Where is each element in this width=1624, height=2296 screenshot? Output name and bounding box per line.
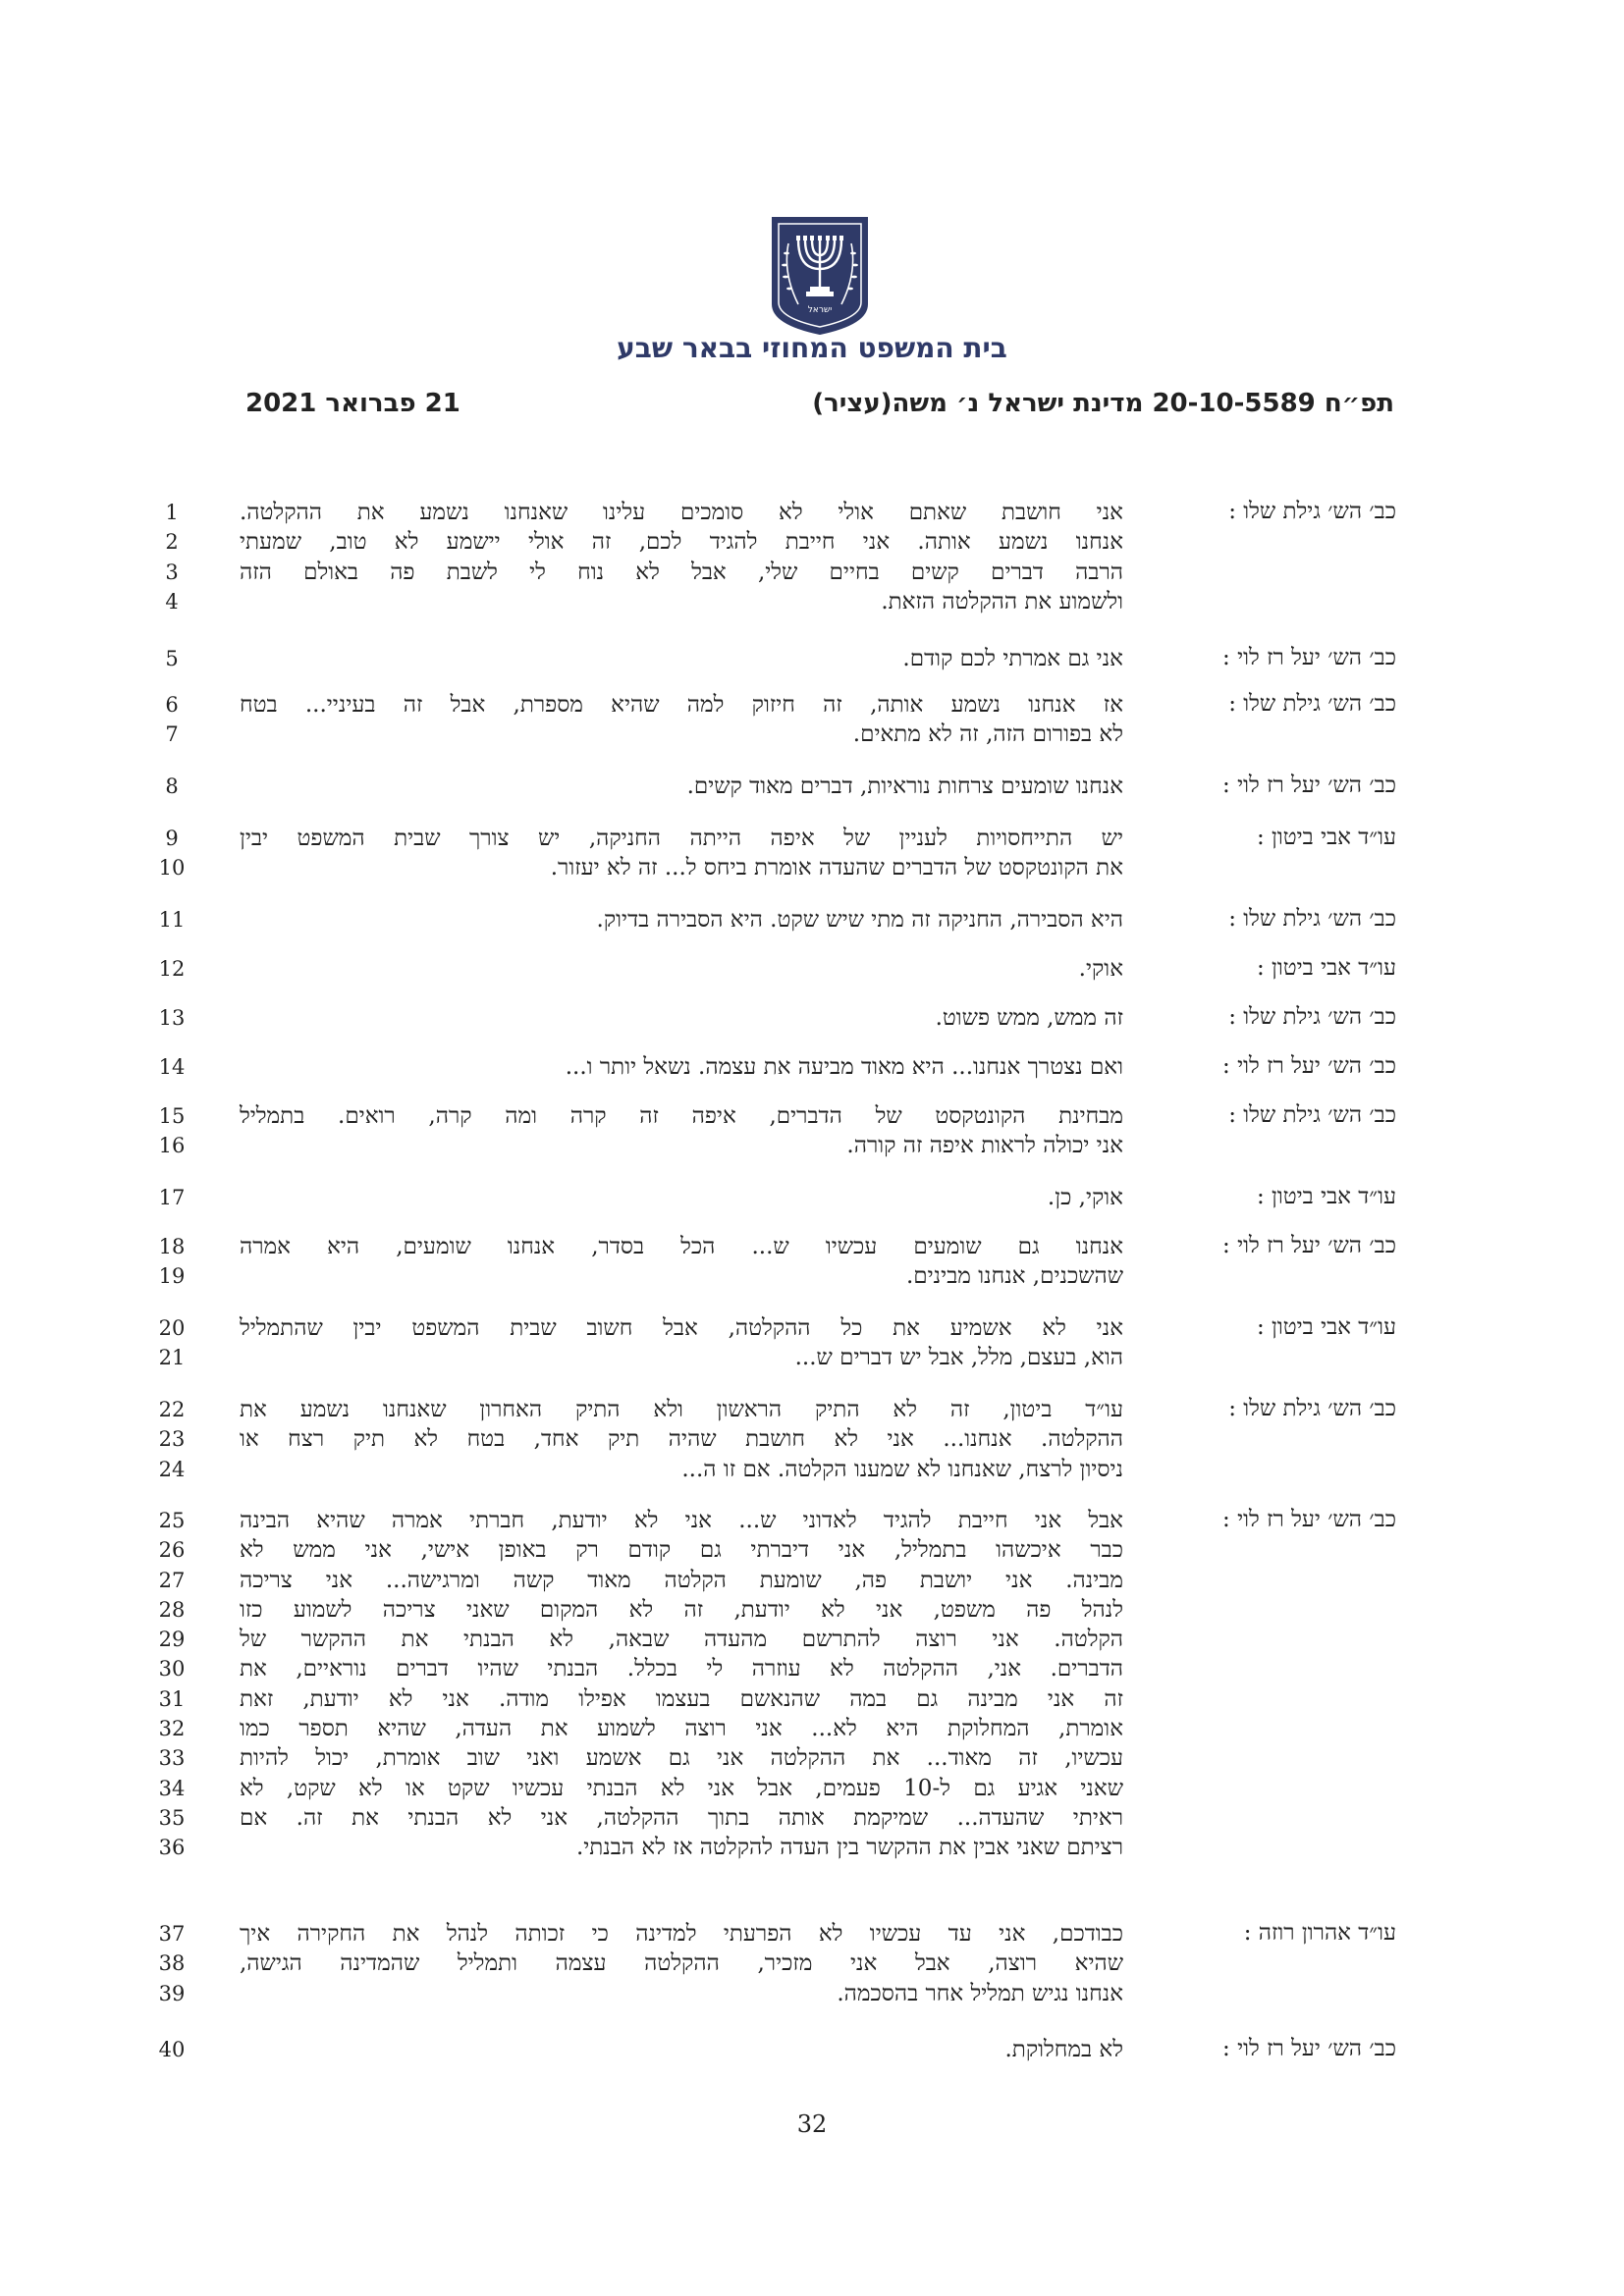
line-number: 30 [158,1657,186,1682]
speaker-name: כב׳ הש׳ יעל רז לוי : [1222,773,1396,798]
speech-text [240,1232,1123,1292]
speech-line: ולשמוע את ההקלטה הזאת. [881,588,1123,614]
speech-line: אני גם אמרתי לכם קודם. [902,646,1123,671]
speech-line: ניסיון לרצח, שאנחנו לא שמענו הקלטה. אם זו ה... [681,1456,1123,1482]
speech-line: ההקלטה. אנחנו... אני לא חושבת שהיה תיק אחד, בטח לא תיק רצח או [240,1426,1123,1453]
speech-line: אנחנו נגיש תמליל אחר בהסכמה. [837,1980,1123,2006]
line-numbers [157,1395,187,1484]
line-number: 2 [165,530,179,555]
speech-line: אני לא אשמיע את כל ההקלטה, אבל חשוב שבית המשפט יבין שהתמליל [240,1315,1123,1341]
speaker-name: עו״ד אבי ביטון : [1256,825,1396,850]
speech-line: הוא, בעצם, מלל, אבל יש דברים ש... [794,1345,1123,1371]
court-name: בית המשפט המחוזי בבאר שבע [617,332,1007,364]
line-number: 36 [158,1836,186,1860]
speech-text [240,2035,1123,2064]
line-number: 38 [158,1951,186,1976]
speech-text [240,498,1123,616]
line-number: 15 [158,1104,186,1128]
speech-line: מבינה. אני יושבת פה, שומעת הקלטה מאוד קשה ומרגישה... אני צריכה [240,1567,1123,1593]
speaker-name: כב׳ הש׳ גילת שלו : [1228,1004,1396,1030]
speaker-name: עו״ד אבי ביטון : [1256,955,1396,981]
speech-text [240,954,1123,984]
speech-text [240,1919,1123,2008]
speech-line: אנחנו שומעים צרחות נוראיות, דברים מאוד קשים. [686,774,1123,799]
speech-line: עו״ד ביטון, זה לא התיק הראשון ולא התיק האחרון שאנחנו נשמע את [240,1397,1123,1422]
line-numbers [157,772,187,801]
speaker-name: כב׳ הש׳ גילת שלו : [1228,691,1396,717]
line-number: 5 [165,647,179,670]
line-number: 12 [158,957,186,981]
line-number: 24 [158,1457,186,1481]
line-numbers [157,498,187,616]
line-number: 6 [165,693,179,717]
speech-text [240,1395,1123,1484]
line-number: 21 [158,1346,186,1370]
emblem-caption: ישראל [807,305,833,315]
speech-text [240,772,1123,801]
speech-line: היא הסבירה, החניקה זה מתי שיש שקט. היא הסבירה בדיוק. [596,907,1123,933]
line-number: 16 [158,1134,186,1158]
line-number: 9 [165,827,179,850]
speech-line: אנחנו גם שומעים עכשיו ש... הכל בסדר, אנחנו שומעים, היא אמרה [240,1234,1123,1259]
speech-line: אני חושבת שאתם אולי לא סומכים עלינו שאנחנו נשמע את ההקלטה. [240,500,1123,525]
line-numbers [157,2035,187,2064]
speech-line: שאני אגיע גם ל-10 פעמים, אבל אני לא הבנתי עכשיו שקט או לא שקט, לא [240,1775,1123,1801]
line-number: 23 [158,1427,186,1452]
line-number: 27 [158,1568,186,1592]
speech-line: שהשכנים, אנחנו מבינים. [905,1263,1123,1290]
line-number: 14 [158,1055,186,1079]
speech-text [240,824,1123,883]
speech-line: את הקונטקסט של הדברים שהעדה אומרת ביחס ל... זה לא יעזור. [550,855,1123,881]
line-number: 31 [158,1686,186,1711]
line-number: 13 [158,1006,186,1030]
line-number: 22 [158,1398,186,1421]
line-number: 18 [158,1235,186,1258]
speech-line: עכשיו, זה מאוד... את ההקלטה אני גם אשמע ואני שוב אומרת, יכול להיות [240,1745,1123,1772]
line-number: 26 [158,1538,186,1563]
speaker-name: כב׳ הש׳ יעל רז לוי : [1222,2036,1396,2061]
line-number: 10 [158,856,186,881]
speech-line: מבחינת הקונטקסט של הדברים, איפה זה קרה ומה קרה, רואים. בתמליל [240,1103,1123,1129]
speech-line: אומרת, המחלוקת היא לא... אני רוצה לשמוע את העדה, שהיא תספר כמו [240,1716,1123,1742]
speech-text [240,1052,1123,1082]
speech-line: לנהל פה משפט, אני לא יודעת, זה לא המקום שאני צריכה לשמוע כזו [240,1596,1123,1623]
speech-line: אוקי. [1078,956,1123,982]
speech-text [240,1183,1123,1212]
line-number: 7 [165,722,179,747]
line-numbers [157,905,187,934]
hearing-date: 21 פברואר 2021 [245,389,460,418]
page-number: 32 [796,2110,828,2138]
speech-line: אני יכולה לראות איפה זה קורה. [846,1133,1123,1159]
line-numbers [157,1313,187,1373]
line-number: 37 [158,1922,186,1946]
speaker-name: עו״ד אבי ביטון : [1256,1184,1396,1209]
speech-line: אנחנו נשמע אותה. אני חייבת להגיד לכם, זה אולי יישמע לא טוב, שמעתי [240,529,1123,556]
line-number: 25 [158,1509,186,1532]
speech-line: הדברים. אני, ההקלטה לא עוזרה לי בכלל. הבנתי שהיו דברים נוראיים, את [240,1656,1123,1682]
speech-text [240,690,1123,750]
speech-line: זה אני מבינה גם במה שהנאשם בעצמו אפילו מודה. אני לא יודעת, זאת [240,1685,1123,1712]
speech-line: כבודכם, אני עד עכשיו לא הפרעתי למדינה כי זכותה לנהל את החקירה איך [240,1921,1123,1947]
line-numbers [157,954,187,984]
speech-line: לא בפורום הזה, זה לא מתאים. [852,721,1123,748]
speech-line: ראיתי שהעדה... שמיקמת אותה בתוך ההקלטה, אני לא הבנתי את זה. אם [240,1804,1123,1831]
speech-text [240,1003,1123,1033]
speech-line: הרבה דברים קשים בחיים שלי, אבל לא נוח לי לשבת פה באולם הזה [240,559,1123,585]
line-number: 29 [158,1628,186,1652]
line-numbers [157,1003,187,1033]
speech-text [240,905,1123,934]
speech-line: אז אנחנו נשמע אותה, זה חיזוק למה שהיא מספרת, אבל זה בעיניי... בטח [240,692,1123,718]
line-number: 1 [165,501,179,524]
speaker-name: כב׳ הש׳ יעל רז לוי : [1222,645,1396,670]
speech-line: ואם נצטרך אנחנו... היא מאוד מביעה את עצמה. נשאל יותר ו... [565,1054,1123,1080]
line-numbers [157,1052,187,1082]
line-number: 17 [158,1186,186,1209]
line-number: 3 [165,560,179,584]
speech-line: אבל אני חייבת להגיד לאדוני ש... אני לא יודעת, חברתי אמרה שהיא הבינה [240,1508,1123,1533]
line-number: 32 [158,1717,186,1741]
speaker-name: כב׳ הש׳ יעל רז לוי : [1222,1053,1396,1079]
line-numbers [157,1919,187,2008]
line-number: 40 [158,2038,186,2061]
line-number: 8 [165,774,179,798]
case-title: תפ״ח 20-10-5589 מדינת ישראל נ׳ משה(עציר) [812,389,1394,418]
speech-text [240,1313,1123,1373]
line-numbers [157,1183,187,1212]
speaker-name: כב׳ הש׳ יעל רז לוי : [1222,1507,1396,1532]
line-numbers [157,1506,187,1863]
speaker-name: כב׳ הש׳ יעל רז לוי : [1222,1233,1396,1258]
speech-line: אוקי, כן. [1047,1185,1123,1210]
line-numbers [157,644,187,673]
speaker-name: כב׳ הש׳ גילת שלו : [1228,906,1396,932]
line-number: 35 [158,1805,186,1830]
line-numbers [157,690,187,750]
line-numbers [157,1101,187,1161]
line-number: 4 [165,589,179,614]
speech-line: לא במחלוקת. [1004,2037,1123,2062]
speech-text [240,1101,1123,1161]
speech-line: רציתם שאני אבין את ההקשר בין העדה להקלטה אז לא הבנתי. [575,1835,1123,1861]
speech-line: יש התייחסויות לעניין של איפה הייתה החניקה, יש צורך שבית המשפט יבין [240,826,1123,851]
speaker-name: כב׳ הש׳ גילת שלו : [1228,1102,1396,1128]
speaker-name: עו״ד אהרון רוזה : [1243,1920,1396,1946]
speaker-name: עו״ד אבי ביטון : [1256,1314,1396,1340]
speech-line: הקלטה. אני רוצה להתרשם מהעדה שבאה, לא הבנתי את ההקשר של [240,1627,1123,1653]
speaker-name: כב׳ הש׳ גילת שלו : [1228,1396,1396,1421]
line-numbers [157,1232,187,1292]
speaker-name: כב׳ הש׳ גילת שלו : [1228,499,1396,524]
line-numbers [157,824,187,883]
line-number: 39 [158,1981,186,2005]
line-number: 20 [158,1316,186,1340]
line-number: 11 [158,908,186,932]
line-number: 34 [158,1776,186,1800]
line-number: 28 [158,1597,186,1622]
speech-text [240,1506,1123,1863]
speech-line: שהיא רוצה, אבל אני מזכיר, ההקלטה עצמה ותמליל שהמדינה הגישה, [240,1950,1123,1977]
line-number: 19 [158,1264,186,1289]
speech-line: זה ממש, ממש פשוט. [935,1005,1123,1031]
speech-line: כבר איכשהו בתמליל, אני דיברתי גם קודם רק באופן אישי, אני ממש לא [240,1537,1123,1564]
speech-text [240,644,1123,673]
line-number: 33 [158,1746,186,1771]
